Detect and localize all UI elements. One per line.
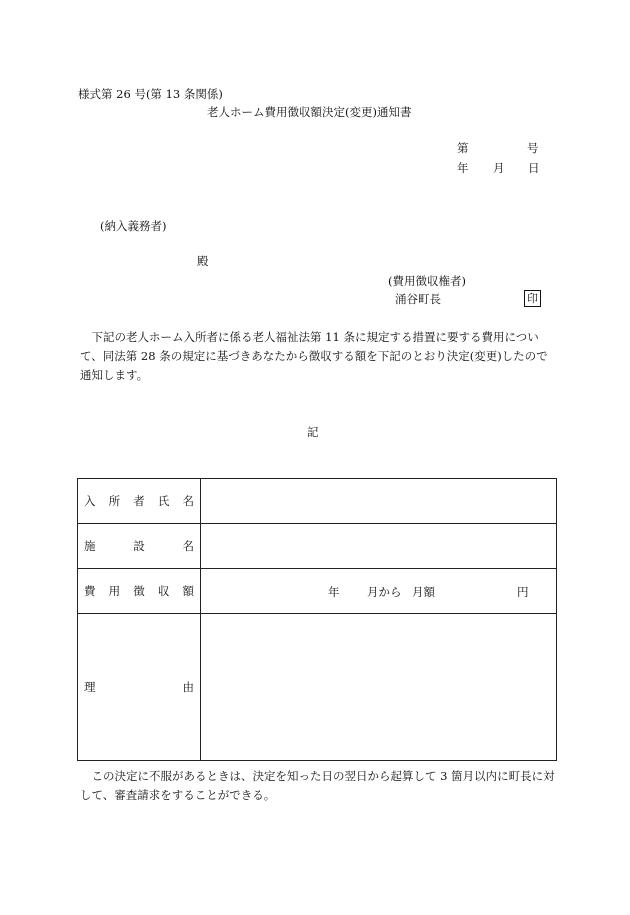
table-row-reason <box>78 614 557 761</box>
fee-amount-value <box>201 569 557 614</box>
label-char: 名 <box>182 539 194 553</box>
label-char: 由 <box>182 680 194 694</box>
resident-name-value <box>201 479 557 524</box>
date-year-label: 年 <box>457 161 469 175</box>
form-number: 様式第 26 号(第 13 条関係) <box>78 87 223 101</box>
label-char: 徴 <box>133 584 145 598</box>
label-char: 理 <box>84 680 96 694</box>
document-number-prefix: 第 <box>457 141 469 155</box>
payer-label: (納入義務者) <box>100 219 167 233</box>
date-day-label: 日 <box>528 161 540 175</box>
document-title: 老人ホーム費用徴収額決定(変更)通知書 <box>207 105 412 119</box>
label-char: 額 <box>182 584 194 598</box>
seal-stamp: 印 <box>524 290 541 307</box>
document-number-suffix: 号 <box>527 141 539 155</box>
issuer-title: 涌谷町長 <box>395 292 441 306</box>
date-month-label: 月 <box>493 161 505 175</box>
label-char: 者 <box>133 494 145 508</box>
facility-name-label <box>78 524 201 569</box>
label-char: 費 <box>84 584 96 598</box>
notice-body: 下記の老人ホーム入所者に係る老人福祉法第 11 条に規定する措置に要する費用について、同法第 28 条の規定に基づきあなたから徴収する額を下記のとおり決定(変更)したので通知します。 <box>80 330 548 382</box>
label-char: 氏 <box>157 494 170 508</box>
table-row-fee <box>78 569 557 614</box>
label-char: 用 <box>108 584 121 598</box>
label-char: 施 <box>84 539 96 553</box>
label-char: 設 <box>133 539 145 553</box>
label-char: 名 <box>182 494 194 508</box>
fee-monthly-label: 月額 <box>412 585 435 599</box>
resident-name-label <box>78 479 201 524</box>
reason-label <box>78 614 201 761</box>
fee-amount-label <box>78 569 201 614</box>
table-row-facility <box>78 524 557 569</box>
fee-year-label: 年 <box>328 585 340 599</box>
issuer-label: (費用徴収権者) <box>388 274 466 288</box>
fee-from-month-label: 月から <box>367 585 402 599</box>
recipient-honorific: 殿 <box>197 254 209 268</box>
details-table <box>77 478 557 761</box>
ki-heading: 記 <box>307 425 319 439</box>
reason-value <box>201 614 557 761</box>
label-char: 収 <box>157 584 170 598</box>
fee-yen-label: 円 <box>517 585 529 599</box>
facility-name-value <box>201 524 557 569</box>
label-char: 所 <box>108 494 121 508</box>
appeal-notice: この決定に不服があるときは、決定を知った日の翌日から起算して 3 箇月以内に町長に対して、審査請求をすることができる。 <box>80 769 555 802</box>
table-row-resident <box>78 479 557 524</box>
label-char: 入 <box>84 494 96 508</box>
